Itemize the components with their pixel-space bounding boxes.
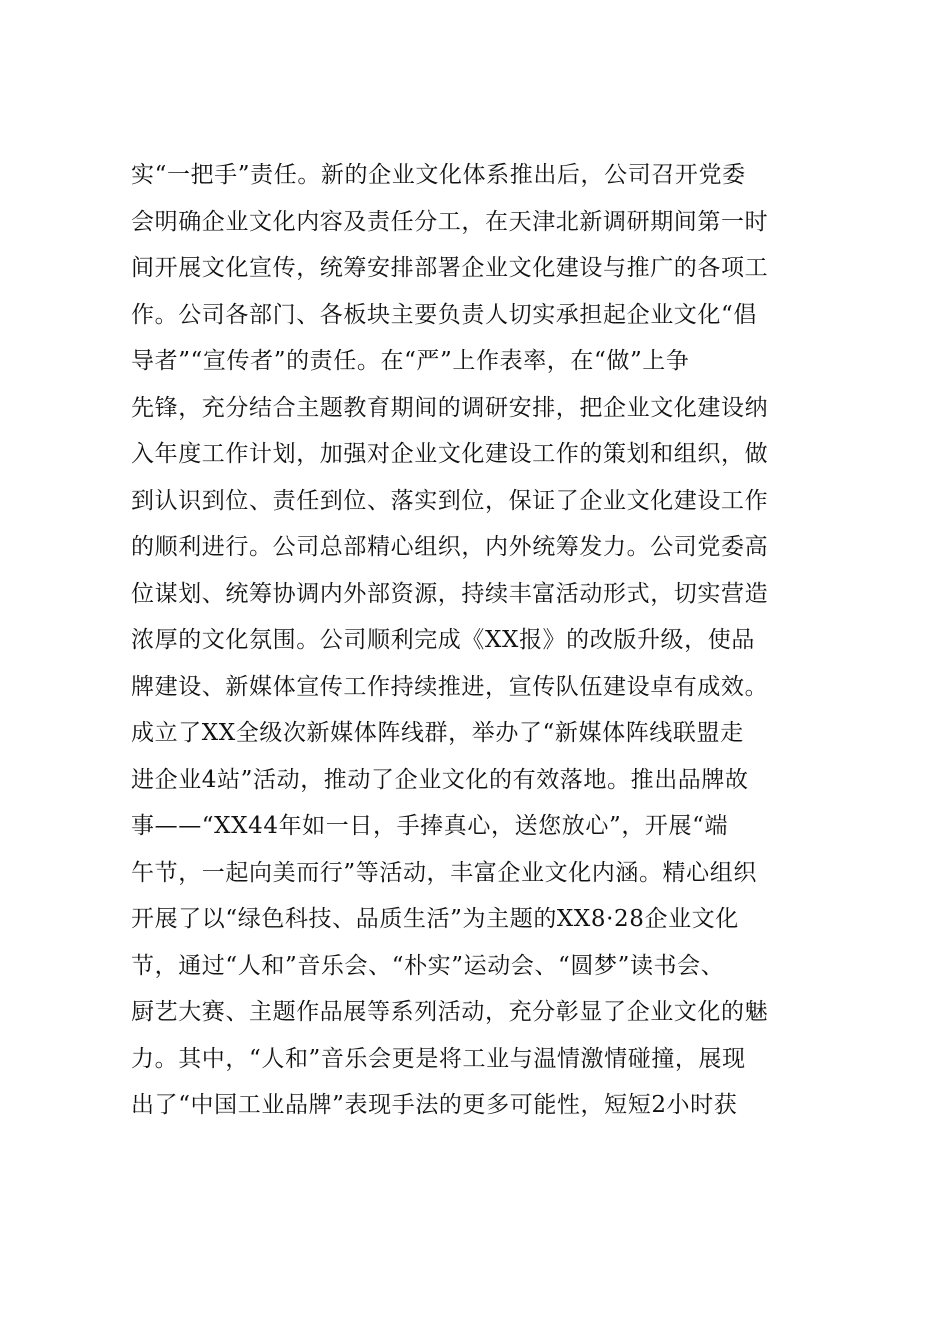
- text-line: 事——“XX44年如一日，手捧真心，送您放心”，开展“端: [131, 813, 729, 839]
- text-line: 先锋，充分结合主题教育期间的调研安排，把企业文化建设纳: [131, 394, 769, 421]
- body-paragraph: [131, 152, 851, 1129]
- text-line: 成立了XX全级次新媒体阵线群，举办了“新媒体阵线联盟走: [131, 720, 744, 746]
- text-line: 力。其中，“人和”音乐会更是将工业与温情激情碰撞，展现: [131, 1045, 746, 1072]
- text-line: 导者”“宣传者”的责任。在“严”上作表率，在“做”上争: [131, 348, 690, 374]
- text-line: 开展了以“绿色科技、品质生活”为主题的XX8·28企业文化: [131, 906, 739, 932]
- text-line: 入年度工作计划，加强对企业文化建设工作的策划和组织，做: [131, 441, 769, 467]
- text-line: 的顺利进行。公司总部精心组织，内外统筹发力。公司党委高: [131, 534, 769, 560]
- text-line: 厨艺大赛、主题作品展等系列活动，充分彰显了企业文化的魅: [131, 999, 769, 1025]
- text-line: 位谋划、统筹协调内外部资源，持续丰富活动形式，切实营造: [131, 580, 769, 607]
- text-line: 间开展文化宣传，统筹安排部署企业文化建设与推广的各项工: [131, 255, 769, 281]
- text-line: 午节，一起向美而行”等活动，丰富企业文化内涵。精心组织: [131, 859, 757, 886]
- text-line: 到认识到位、责任到位、落实到位，保证了企业文化建设工作: [131, 487, 769, 514]
- text-line: 节，通过“人和”音乐会、“朴实”运动会、“圆梦”读书会、: [131, 952, 725, 979]
- text-line: 出了“中国工业品牌”表现手法的更多可能性，短短2小时获: [131, 1092, 738, 1118]
- text-line: 牌建设、新媒体宣传工作持续推进，宣传队伍建设卓有成效。: [131, 673, 769, 700]
- text-line: 浓厚的文化氛围。公司顺利完成《XX报》的改版升级，使品: [131, 627, 755, 653]
- text-line: 会明确企业文化内容及责任分工，在天津北新调研期间第一时: [131, 208, 769, 235]
- text-line: 作。公司各部门、各板块主要负责人切实承担起企业文化“倡: [131, 301, 757, 328]
- text-line: 实“一把手”责任。新的企业文化体系推出后，公司召开党委: [131, 162, 746, 188]
- text-line: 进企业4站”活动，推动了企业文化的有效落地。推出品牌故: [131, 766, 749, 793]
